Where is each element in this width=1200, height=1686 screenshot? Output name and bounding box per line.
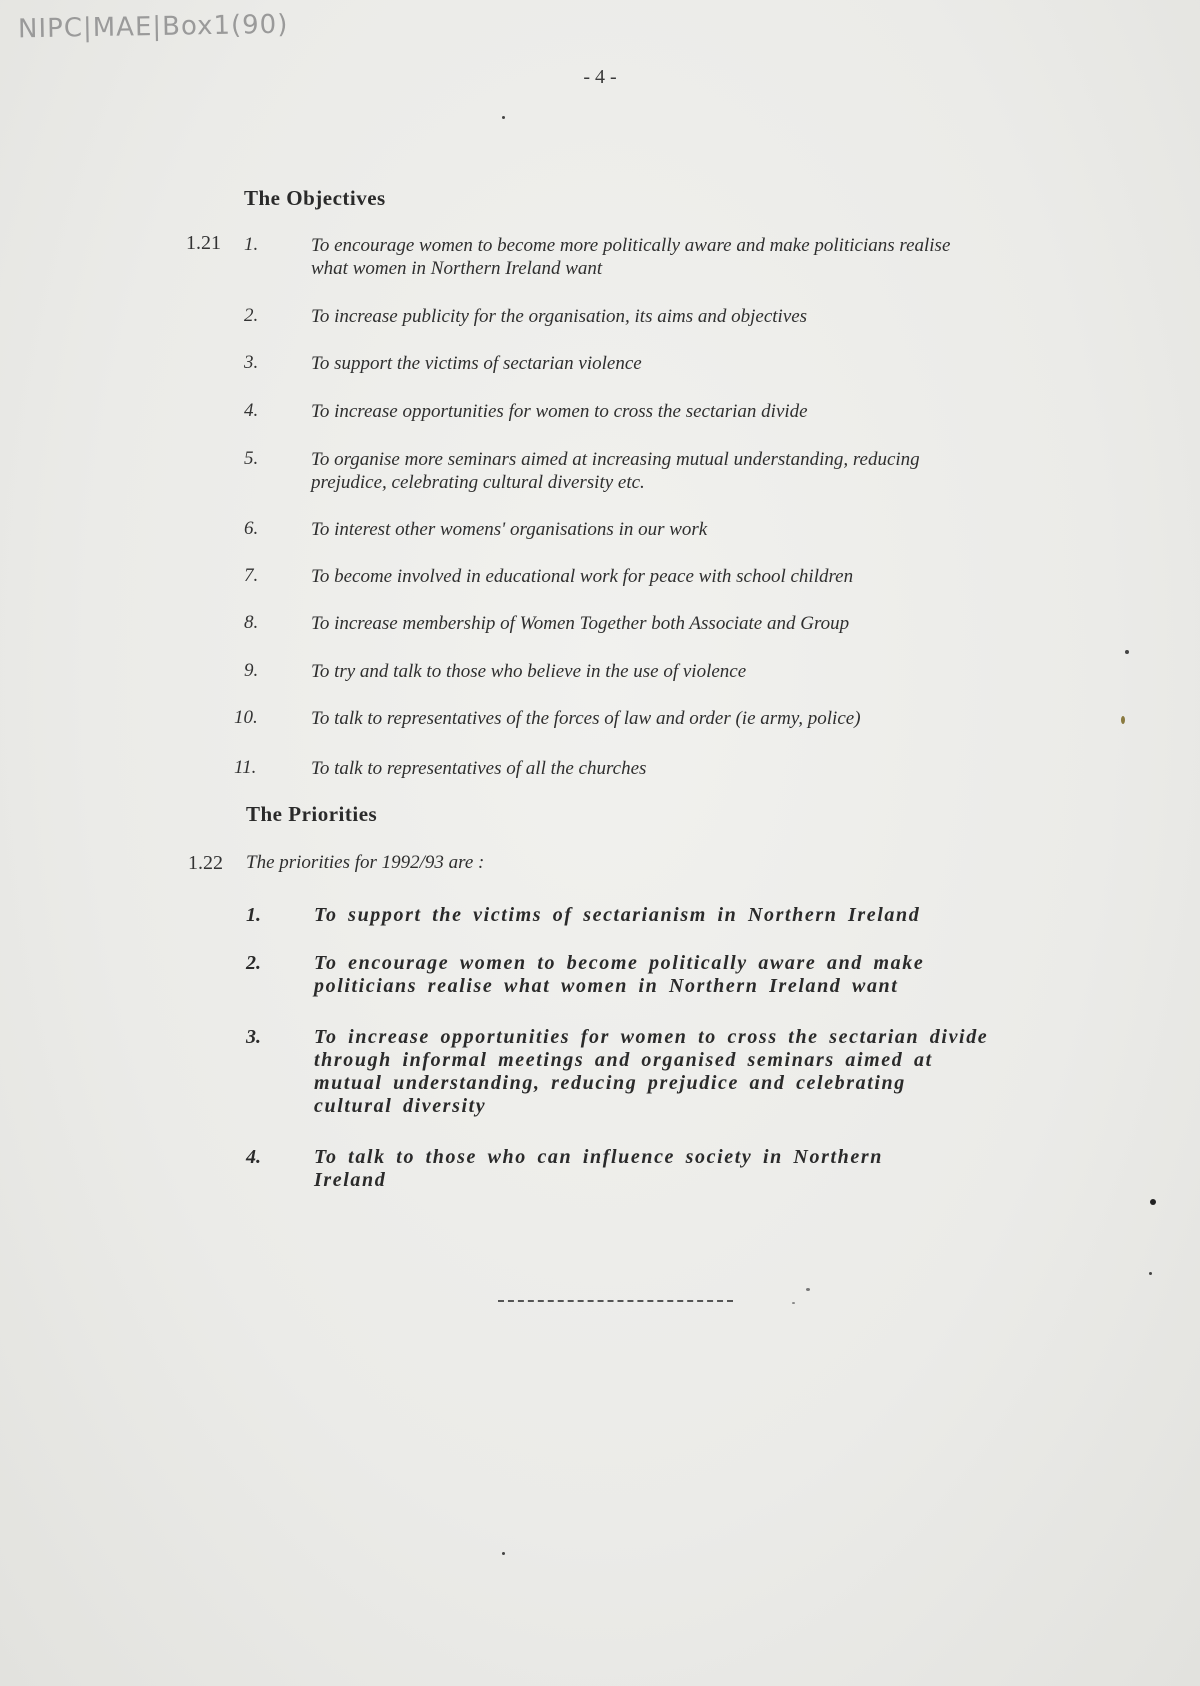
objectives-para-number: 1.21 (186, 232, 221, 254)
objective-text: To increase opportunities for women to cross the sectarian divide (311, 401, 808, 422)
priority-number: 4. (246, 1146, 261, 1168)
objective-text: To talk to representatives of all the churches (311, 758, 647, 779)
objective-number: 5. (244, 448, 259, 469)
objective-number: 6. (244, 518, 259, 539)
objective-text: To try and talk to those who believe in the use of violence (311, 661, 747, 682)
priority-number: 2. (246, 952, 261, 974)
scan-speck (1149, 1272, 1152, 1275)
scan-speck (1150, 1199, 1156, 1205)
priority-text: To increase opportunities for women to cross the sectarian divide through informal meetings and organised seminars aimed at mutual understanding, reducing prejudice and celebrating cultural diversity (314, 1026, 989, 1117)
priority-text: To encourage women to become politically aware and make politicians realise what women in Northern Ireland want (314, 952, 925, 997)
objective-number: 11. (234, 757, 257, 778)
priorities-para-number: 1.22 (188, 852, 223, 874)
priorities-intro: The priorities for 1992/93 are : (246, 852, 485, 873)
objective-text: To increase publicity for the organisation, its aims and objectives (311, 306, 808, 327)
objective-text: To encourage women to become more politically aware and make politicians realise what women in Northern Ireland want (311, 235, 951, 279)
priority-number: 3. (246, 1026, 261, 1048)
objective-text: To support the victims of sectarian violence (311, 353, 642, 374)
objective-text: To increase membership of Women Together both Associate and Group (311, 613, 850, 634)
scan-speck (1125, 650, 1129, 654)
scan-speck (792, 1302, 795, 1304)
objective-text: To become involved in educational work for peace with school children (311, 566, 854, 587)
objective-number: 9. (244, 660, 259, 681)
priorities-heading: The Priorities (246, 802, 378, 826)
priority-text: To talk to those who can influence society in Northern Ireland (314, 1146, 883, 1191)
objective-text: To interest other womens' organisations in our work (311, 519, 708, 540)
scan-speck (1121, 716, 1125, 724)
objective-number: 8. (244, 612, 259, 633)
scan-speck (502, 1552, 505, 1555)
objective-text: To talk to representatives of the forces of law and order (ie army, police) (311, 708, 861, 729)
end-dashed-rule (498, 1300, 733, 1302)
objective-text: To organise more seminars aimed at increasing mutual understanding, reducing prejudice, celebrating cultural diversity etc. (311, 449, 920, 493)
archive-reference-handwritten: NIPC|MAE|Box1(90) (17, 9, 289, 45)
objective-number: 4. (244, 400, 259, 421)
objective-number: 10. (234, 707, 258, 728)
priority-text: To support the victims of sectarianism in Northern Ireland (314, 904, 921, 926)
objective-number: 1. (244, 234, 259, 255)
scan-speck (502, 116, 505, 119)
priority-number: 1. (246, 904, 261, 926)
scan-speck (806, 1288, 810, 1291)
page-number: - 4 - (583, 66, 617, 88)
objective-number: 2. (244, 305, 259, 326)
objectives-heading: The Objectives (244, 186, 386, 210)
objective-number: 7. (244, 565, 259, 586)
objective-number: 3. (244, 352, 259, 373)
